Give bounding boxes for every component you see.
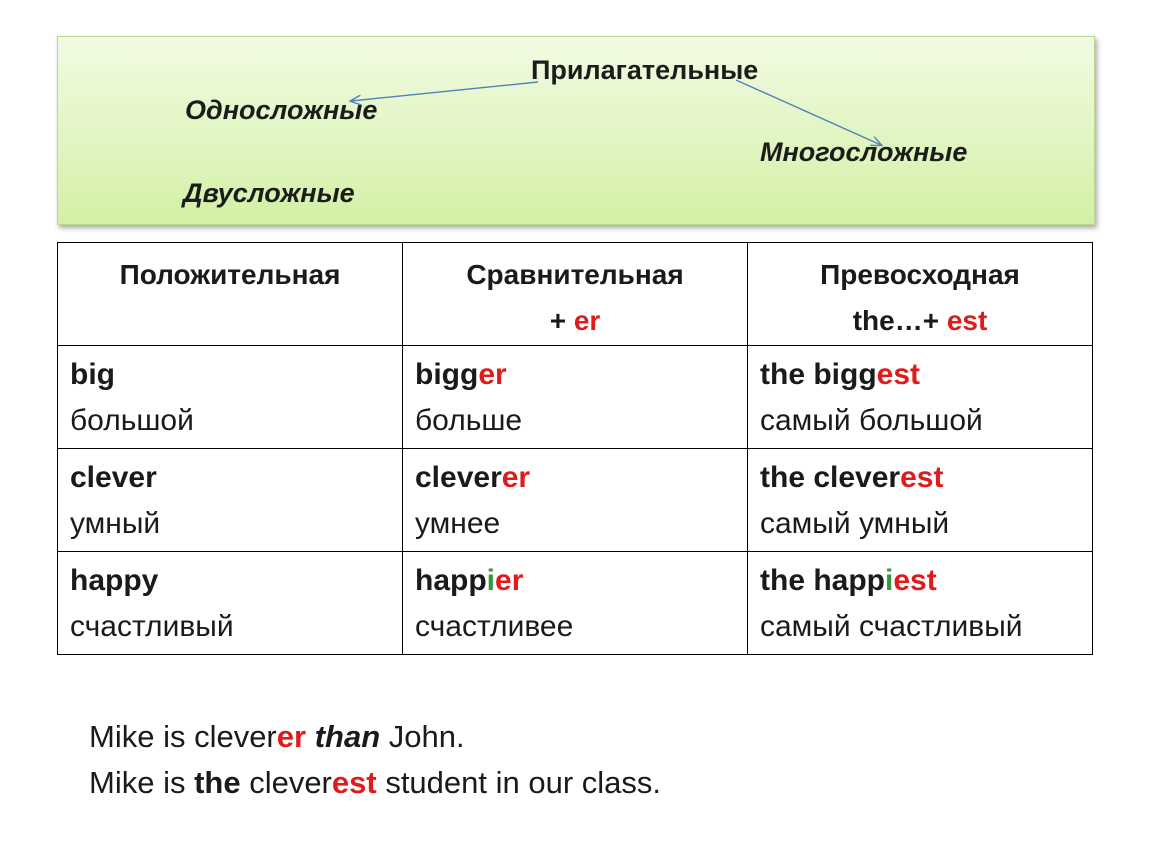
header-superlative-label: Превосходная [820, 259, 1020, 290]
comparative-inserted: i [486, 564, 496, 597]
ex1-start: Mike is clever [89, 719, 277, 754]
positive-en: big [70, 358, 115, 391]
superlative-stem: the happ [760, 564, 885, 597]
ex2-start: Mike is [89, 765, 195, 800]
superlative-suffix: est [893, 564, 937, 597]
comparative-ru: счастливее [415, 610, 574, 643]
cell-superlative [748, 449, 1093, 552]
comparative-suffix: er [501, 461, 531, 494]
example-superlative [89, 760, 661, 806]
arrow-to-mono [351, 82, 538, 101]
positive-ru: умный [70, 507, 161, 540]
cell-positive [58, 552, 403, 655]
superlative-rule [853, 305, 988, 336]
disyllabic-label: Двусложные [183, 178, 355, 208]
table-row [58, 346, 1093, 449]
superlative-stem: the bigg [760, 358, 877, 391]
table-row [58, 449, 1093, 552]
positive-ru: счастливый [70, 610, 234, 643]
comparative-en [415, 455, 747, 501]
comparative-rule [550, 305, 601, 336]
superlative-en [760, 352, 1092, 398]
comparative-rule-suffix: er [573, 305, 601, 336]
superlative-ru: самый умный [760, 507, 950, 540]
positive-en: happy [70, 564, 159, 597]
ex2-stem: clever [240, 765, 332, 800]
comparative-stem: clever [415, 461, 502, 494]
ex2-suffix: est [331, 765, 377, 800]
comparative-suffix: er [478, 358, 507, 391]
ex2-the: the [194, 765, 241, 800]
header-superlative [748, 243, 1093, 346]
comparative-ru: умнее [415, 507, 501, 540]
monosyllabic-label: Односложные [185, 95, 378, 125]
adjective-types-banner [57, 36, 1095, 225]
ex1-than: than [314, 719, 381, 754]
superlative-ru: самый счастливый [760, 610, 1023, 643]
superlative-suffix: est [876, 358, 921, 391]
header-comparative [403, 243, 748, 346]
cell-positive [58, 346, 403, 449]
table-header-row [58, 243, 1093, 346]
ex2-end: student in our class. [376, 765, 662, 800]
cell-comparative [403, 449, 748, 552]
positive-en: clever [70, 461, 157, 494]
comparative-suffix: er [495, 564, 524, 597]
superlative-inserted: i [885, 564, 894, 597]
header-positive-label: Положительная [119, 259, 341, 290]
superlative-ru: самый большой [760, 404, 983, 437]
comparative-en [415, 352, 747, 398]
comparative-stem: happ [415, 564, 487, 597]
polysyllabic-label: Многосложные [760, 137, 968, 167]
comparative-stem: bigg [415, 358, 479, 391]
comparative-ru: больше [415, 404, 523, 437]
arrow-to-poly [736, 80, 881, 145]
superlative-suffix: est [900, 461, 944, 494]
superlative-rule-suffix: est [946, 305, 988, 336]
cell-comparative [403, 346, 748, 449]
ex1-suffix: er [276, 719, 307, 754]
table-row [58, 552, 1093, 655]
ex1-end: John. [380, 719, 465, 754]
degrees-of-comparison-table [57, 242, 1093, 655]
header-positive [58, 243, 403, 346]
ex1-space [306, 719, 315, 754]
superlative-en [760, 558, 1092, 604]
cell-superlative [748, 346, 1093, 449]
comparative-en [415, 558, 747, 604]
superlative-stem: the clever [760, 461, 901, 494]
superlative-rule-prefix: the…+ [852, 305, 947, 336]
cell-comparative [403, 552, 748, 655]
superlative-en [760, 455, 1092, 501]
cell-superlative [748, 552, 1093, 655]
positive-ru: большой [70, 404, 194, 437]
header-comparative-label: Сравнительная [466, 259, 684, 290]
adjectives-title: Прилагательные [531, 55, 759, 85]
example-comparative [89, 714, 661, 760]
comparative-rule-prefix: + [549, 305, 574, 336]
example-sentences [89, 714, 661, 806]
cell-positive [58, 449, 403, 552]
